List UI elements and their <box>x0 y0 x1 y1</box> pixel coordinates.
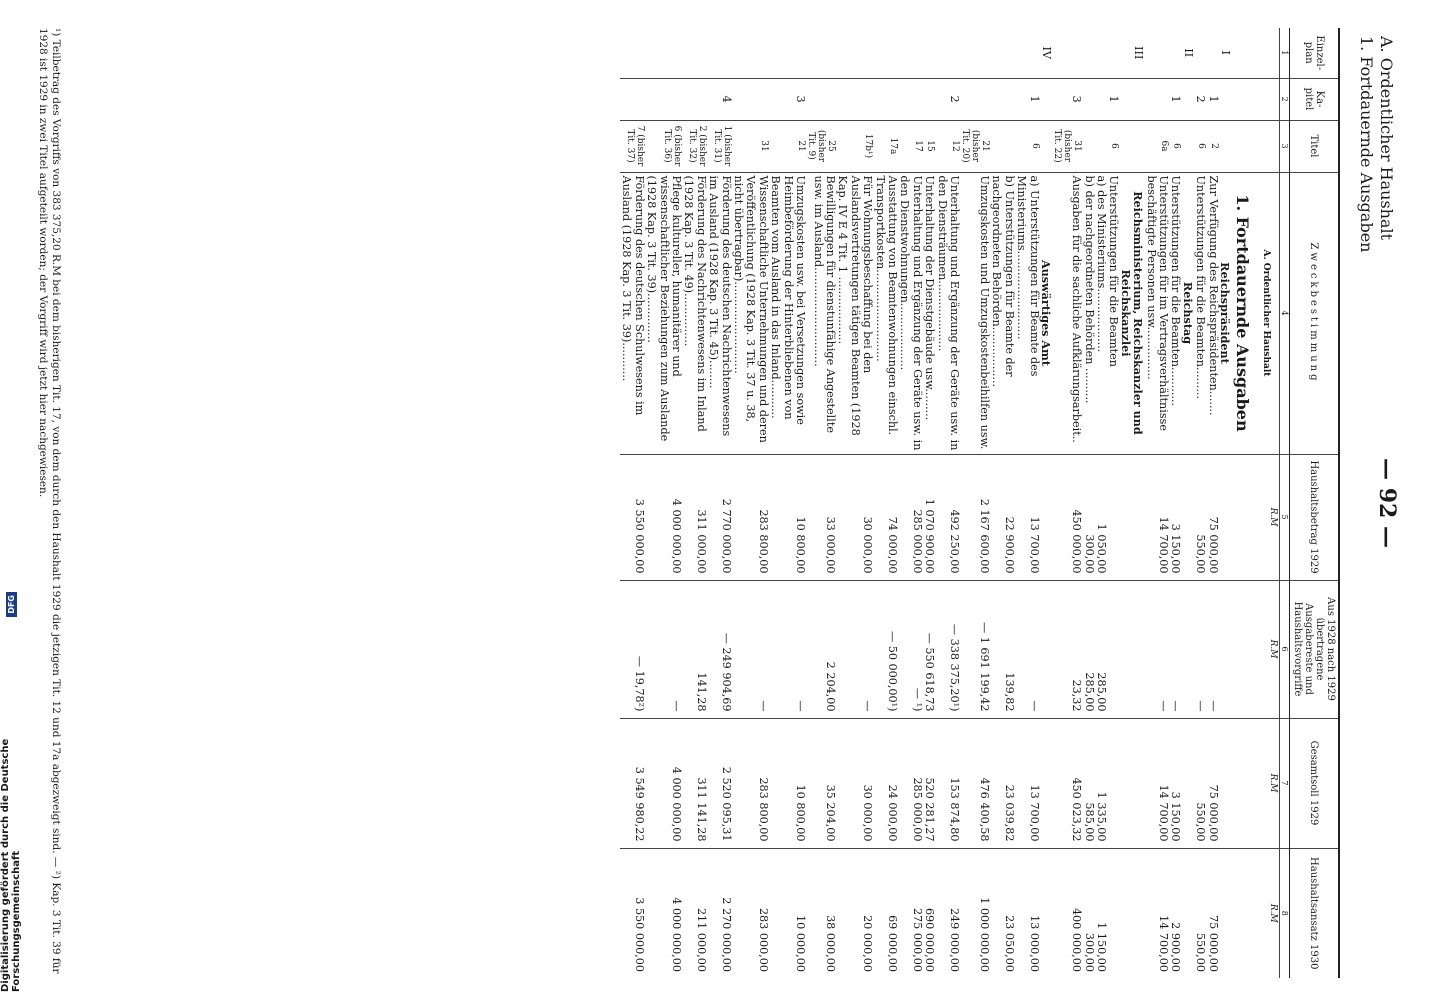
cell-soll: 10 800,00 <box>769 718 806 848</box>
cell-titel: 6 <box>1194 120 1206 172</box>
cell-soll: 285 000,00 <box>898 718 923 848</box>
cell-text: Ausstattung von Beamtenwohnungen einschl. Transportkosten.......................... <box>873 172 898 454</box>
digitization-note <box>0 592 22 1000</box>
cell-text: Wissenschaftliche Unternehmungen und deren Veröffentlichung (1928 Kap. 3 Tit. 37 u. 38, nicht übertragbar).......................... <box>732 172 769 454</box>
section-heading: Reichsministerium, Reichskanzler und Reichskanzlei <box>1119 172 1144 454</box>
cell-soll: 450 023,32 <box>1052 718 1082 848</box>
table-row <box>1082 28 1094 978</box>
cell-empty <box>1052 28 1082 78</box>
cell-titel: 15 <box>923 120 935 172</box>
cell-a1930 <box>1107 848 1119 978</box>
table-row <box>1194 28 1206 978</box>
table-title: A. Ordentlicher Haushalt <box>1253 172 1280 454</box>
section-heading: Auswärtiges Amt <box>1040 172 1052 454</box>
cell-kapitel <box>990 78 1015 120</box>
cell-a1930: 10 000,00 <box>769 848 806 978</box>
cell-ueb: — 550 618,73 <box>923 580 935 718</box>
cell-titel: 31 (bisher Tit. 22) <box>1052 120 1082 172</box>
section-heading-row <box>1219 28 1231 978</box>
cell-kapitel: 1 <box>1107 78 1119 120</box>
cell-empty <box>707 28 732 78</box>
cell-a1930: 300,00 <box>1082 848 1094 978</box>
cell-a1930: 690 000,00 <box>923 848 935 978</box>
cell-empty <box>960 28 990 78</box>
running-head-2: 1. Fortdauernde Ausgaben <box>1357 36 1376 253</box>
cell-text: Förderung des Nachrichtenwesens im Inland (1928 Kap. 3 Tit. 49)............... <box>682 172 707 454</box>
col-titel: Titel <box>1290 120 1340 172</box>
cell-soll <box>1107 718 1119 848</box>
cell-empty <box>1082 28 1094 78</box>
cell-a1930: 2 270 000,00 <box>707 848 732 978</box>
cell-b1929: 22 900,00 <box>990 454 1015 580</box>
cell-kapitel <box>1082 78 1094 120</box>
cell-kapitel <box>620 78 645 120</box>
cell-a1930: 550,00 <box>1194 848 1206 978</box>
cell-ueb: — <box>836 580 873 718</box>
einzelplan-number: IV <box>1040 46 1054 59</box>
colnum: 2 <box>1280 78 1290 120</box>
cell-b1929: 1 050,00 <box>1095 454 1107 580</box>
cell-titel: 17a <box>873 120 898 172</box>
cell-b1929: 33 000,00 <box>806 454 836 580</box>
table-row <box>873 28 898 978</box>
cell-ueb: 2 204,00 <box>806 580 836 718</box>
cell-empty <box>1169 28 1181 78</box>
cell-titel: 6 <box>1169 120 1181 172</box>
cell-a1930: 211 000,00 <box>682 848 707 978</box>
cell-kapitel: 3 <box>769 78 806 120</box>
cell-a1930: 23 050,00 <box>990 848 1015 978</box>
cell-b1929: 550,00 <box>1194 454 1206 580</box>
cell-kapitel: 2 <box>1194 78 1206 120</box>
rotated-page <box>20 28 1400 978</box>
header-row <box>1290 28 1340 978</box>
cell-kapitel: 1 <box>1206 78 1218 120</box>
cell-text: Unterhaltung und Ergänzung der Geräte usw. in den Dienstwohnungen................... <box>898 172 923 454</box>
cell-titel: 6a <box>1144 120 1169 172</box>
cell-titel: 6 <box>1107 120 1119 172</box>
cell-kapitel <box>898 78 923 120</box>
cell-titel: 2 <box>1206 120 1218 172</box>
table-row <box>960 28 990 978</box>
cell-kapitel: 1 <box>1169 78 1181 120</box>
colnum: 6 <box>1280 580 1290 718</box>
cell-a1930: 1 150,00 <box>1095 848 1107 978</box>
cell-ueb: — <box>645 580 682 718</box>
table-row <box>769 28 806 978</box>
table-row <box>923 28 935 978</box>
cell-text: Förderung des deutschen Schulwesens im Ausland (1928 Kap. 3 Tit. 39)........... <box>620 172 645 454</box>
cell-ueb: — 19,78²) <box>620 580 645 718</box>
budget-table <box>620 28 1340 978</box>
cell-kapitel <box>960 78 990 120</box>
cell-text: Zur Verfügung des Reichspräsidenten....... <box>1206 172 1218 454</box>
cell-b1929: 285 000,00 <box>898 454 923 580</box>
cell-kapitel <box>873 78 898 120</box>
cell-empty <box>1107 28 1119 78</box>
cell-ueb: — <box>1194 580 1206 718</box>
cell-ueb: — <box>1169 580 1181 718</box>
cell-soll: 75 000,00 <box>1206 718 1218 848</box>
cell-b1929: 311 000,00 <box>682 454 707 580</box>
cell-text: Bewilligungen für dienstunfähige Angestellte usw. im Ausland............................ <box>806 172 836 454</box>
cell-empty <box>873 28 898 78</box>
cell-text: Unterstützungen für im Vertragsverhältnisse beschäftigte Personen usw............... <box>1144 172 1169 454</box>
cell-soll: 14 700,00 <box>1144 718 1169 848</box>
cell-empty <box>935 28 960 78</box>
col-zweck: Zweckbestimmung <box>1290 172 1340 454</box>
cell-soll: 35 204,00 <box>806 718 836 848</box>
cell-text: Ausgaben für die sachliche Aufklärungsarbeit.. <box>1052 172 1082 454</box>
cell-b1929: 3 150,00 <box>1169 454 1181 580</box>
section-heading-row <box>1119 28 1144 978</box>
cell-empty <box>836 28 873 78</box>
colnum: 1 <box>1280 28 1290 78</box>
cell-titel: 21 (bisher Tit. 20) <box>960 120 990 172</box>
cell-kapitel: 3 <box>1052 78 1082 120</box>
cell-empty <box>769 28 806 78</box>
cell-text: Unterhaltung der Dienstgebäude usw......... <box>923 172 935 454</box>
cell-text: Unterstützungen für die Beamten......... <box>1194 172 1206 454</box>
table-row <box>1206 28 1218 978</box>
cell-text: Umzugskosten und Umzugskostenbeihilfen usw. <box>960 172 990 454</box>
cell-text: b) der nachgeordneten Behörden .......... <box>1082 172 1094 454</box>
cell-soll: 24 000,00 <box>873 718 898 848</box>
cell-titel: 6 (bisher Tit. 36) <box>645 120 682 172</box>
cell-kapitel: 2 <box>935 78 960 120</box>
table-row <box>620 28 645 978</box>
cell-titel <box>990 120 1015 172</box>
page-number: — 92 — <box>1374 458 1400 548</box>
cell-ueb: 139,82 <box>990 580 1015 718</box>
cell-empty <box>620 28 645 78</box>
cell-kapitel: 1 <box>1015 78 1040 120</box>
table-row <box>836 28 873 978</box>
cell-soll: 30 000,00 <box>836 718 873 848</box>
cell-kapitel <box>806 78 836 120</box>
cell-a1930: 400 000,00 <box>1052 848 1082 978</box>
dfg-logo: DFG <box>6 592 17 617</box>
section-heading-row <box>1181 28 1193 978</box>
cell-text: a) Unterstützungen für Beamte des Ministeriums......................... <box>1015 172 1040 454</box>
table-row <box>1107 28 1119 978</box>
cell-a1930: 38 000,00 <box>806 848 836 978</box>
cell-b1929: 300,00 <box>1082 454 1094 580</box>
running-head-1: A. Ordentlicher Haushalt <box>1377 36 1396 241</box>
cell-soll: 283 800,00 <box>732 718 769 848</box>
cell-text: Pflege kultureller, humanitärer und wissenschaftlicher Beziehungen zum Auslande (1928 Kap. 3 Tit. 39).............. <box>645 172 682 454</box>
cell-kapitel <box>836 78 873 120</box>
cell-b1929 <box>1107 454 1119 580</box>
cell-soll: 311 141,28 <box>682 718 707 848</box>
cell-ueb: — ¹) <box>898 580 923 718</box>
cell-kapitel <box>923 78 935 120</box>
unit-label: R.M <box>1253 454 1280 580</box>
cell-kapitel <box>682 78 707 120</box>
cell-text: b) Unterstützungen für Beamte der nachgeordneten Behörden................. <box>990 172 1015 454</box>
cell-soll: 550,00 <box>1194 718 1206 848</box>
colnum: 4 <box>1280 172 1290 454</box>
cell-soll: 23 039,82 <box>990 718 1015 848</box>
cell-b1929: 1 070 900,00 <box>923 454 935 580</box>
cell-titel: 1 (bisher Tit. 31) <box>707 120 732 172</box>
table-row <box>1095 28 1107 978</box>
cell-a1930: 249 000,00 <box>935 848 960 978</box>
col-ansatz1930: Haushaltsansatz 1930 <box>1290 848 1340 978</box>
unit-row <box>1253 28 1280 978</box>
cell-soll: 3 549 980,22 <box>620 718 645 848</box>
cell-soll: 3 150,00 <box>1169 718 1181 848</box>
cell-a1930: 69 000,00 <box>873 848 898 978</box>
cell-ueb: 285,00 <box>1095 580 1107 718</box>
cell-b1929: 10 800,00 <box>769 454 806 580</box>
cell-soll: 520 281,27 <box>923 718 935 848</box>
cell-titel: 17 <box>898 120 923 172</box>
cell-b1929: 492 250,00 <box>935 454 960 580</box>
cell-text: Förderung des deutschen Nachrichtenwesens im Ausland (1928 Kap. 3 Tit. 45)........ <box>707 172 732 454</box>
cell-ueb: — 338 375,20¹) <box>935 580 960 718</box>
col-kapitel: Ka-pitel <box>1290 78 1340 120</box>
einzelplan-number: I <box>1219 50 1232 55</box>
cell-b1929: 30 000,00 <box>836 454 873 580</box>
table-row <box>1144 28 1169 978</box>
cell-b1929: 14 700,00 <box>1144 454 1169 580</box>
colnum: 3 <box>1280 120 1290 172</box>
cell-ueb: — <box>1206 580 1218 718</box>
col-betrag1929: Haushaltsbetrag 1929 <box>1290 454 1340 580</box>
einzelplan-number: II <box>1181 48 1195 58</box>
cell-b1929: 4 000 000,00 <box>645 454 682 580</box>
colnum: 8 <box>1280 848 1290 978</box>
cell-ueb: — <box>1015 580 1040 718</box>
table-subtitle: 1. Fortdauernde Ausgaben <box>1231 172 1253 454</box>
digitization-text: Digitalisierung gefördert durch die Deutsche Forschungsgemeinschaft <box>0 738 22 992</box>
unit-label: R.M <box>1253 718 1280 848</box>
table-row <box>990 28 1015 978</box>
cell-soll: 153 874,80 <box>935 718 960 848</box>
cell-titel: 12 <box>935 120 960 172</box>
cell-b1929: 450 000,00 <box>1052 454 1082 580</box>
cell-soll: 476 400,58 <box>960 718 990 848</box>
cell-text: Unterhaltung und Ergänzung der Geräte usw. in den Diensträumen.................... <box>935 172 960 454</box>
table-row <box>707 28 732 978</box>
cell-text: Unterstützungen für die Beamten........... <box>1169 172 1181 454</box>
cell-a1930: 14 700,00 <box>1144 848 1169 978</box>
cell-kapitel <box>1095 78 1107 120</box>
cell-ueb <box>1107 580 1119 718</box>
cell-ueb: — 50 000,00¹) <box>873 580 898 718</box>
cell-a1930: 275 000,00 <box>898 848 923 978</box>
cell-b1929: 2 167 600,00 <box>960 454 990 580</box>
table-row <box>898 28 923 978</box>
cell-text: Unterstützungen für die Beamten <box>1107 172 1119 454</box>
cell-soll: 585,00 <box>1082 718 1094 848</box>
cell-empty <box>1144 28 1169 78</box>
unit-label: R.M <box>1253 848 1280 978</box>
table-row <box>1169 28 1181 978</box>
cell-titel: 7 (bisher Tit. 37) <box>620 120 645 172</box>
cell-text: a) des Ministeriums.................. <box>1095 172 1107 454</box>
cell-b1929: 13 700,00 <box>1015 454 1040 580</box>
cell-ueb: — <box>1144 580 1169 718</box>
cell-a1930: 1 000 000,00 <box>960 848 990 978</box>
table-row <box>682 28 707 978</box>
cell-a1930: 13 000,00 <box>1015 848 1040 978</box>
cell-b1929: 2 770 000,00 <box>707 454 732 580</box>
cell-b1929: 74 000,00 <box>873 454 898 580</box>
cell-empty <box>645 28 682 78</box>
colnum: 7 <box>1280 718 1290 848</box>
cell-ueb: 285,00 <box>1082 580 1094 718</box>
cell-empty <box>732 28 769 78</box>
cell-titel: 17b¹) <box>836 120 873 172</box>
cell-text: Für Wohnungsbeschaffung bei den Auslandsvertretungen tätigen Beamten (1928 Kap. IV E 4 Tit. 1 ................... <box>836 172 873 454</box>
cell-ueb: — 1 691 199,42 <box>960 580 990 718</box>
cell-titel: 2 (bisher Tit. 32) <box>682 120 707 172</box>
footnote: ¹) Teilbetrag des Vorgriffs von 383 375,20 R.M bei dem bisherigen Tit. 17, von dem durch den Haushalt 1929 die jetzigen Tit. 12 und 17a abgezweigt sind. — ²) Kap. 3 Tit. 39 für 1928 ist 1929 in zwei Titel aufgeteilt worden; der Vorgriff wird jetzt hier nachgewiesen. <box>37 28 62 974</box>
table-row <box>1015 28 1040 978</box>
cell-kapitel: 4 <box>707 78 732 120</box>
cell-kapitel <box>645 78 682 120</box>
cell-soll: 1 335,00 <box>1095 718 1107 848</box>
cell-ueb: 141,28 <box>682 580 707 718</box>
cell-empty <box>898 28 923 78</box>
cell-text: Umzugskosten usw. bei Versetzungen sowie Heimbeförderung der Hinterbliebenen von Beamten vom Ausland in das Inland........... <box>769 172 806 454</box>
cell-ueb: — 249 904,69 <box>707 580 732 718</box>
cell-a1930: 283 000,00 <box>732 848 769 978</box>
cell-b1929: 75 000,00 <box>1206 454 1218 580</box>
section-heading-row <box>1040 28 1052 978</box>
column-number-row <box>1280 28 1290 978</box>
section-heading: Reichspräsident <box>1219 172 1231 454</box>
cell-empty <box>682 28 707 78</box>
colnum: 5 <box>1280 454 1290 580</box>
cell-kapitel <box>732 78 769 120</box>
cell-empty <box>806 28 836 78</box>
cell-titel: 21 <box>769 120 806 172</box>
cell-empty <box>990 28 1015 78</box>
cell-b1929: 3 550 000,00 <box>620 454 645 580</box>
cell-soll: 13 700,00 <box>1015 718 1040 848</box>
cell-a1930: 2 900,00 <box>1169 848 1181 978</box>
table-row <box>732 28 769 978</box>
cell-kapitel <box>1144 78 1169 120</box>
col-uebertragen: Aus 1928 nach 1929 übertragene Ausgabereste und Haushaltsvorgriffe <box>1290 580 1340 718</box>
cell-a1930: 75 000,00 <box>1206 848 1218 978</box>
cell-ueb: 23,32 <box>1052 580 1082 718</box>
cell-a1930: 20 000,00 <box>836 848 873 978</box>
col-soll1929: Gesamtsoll 1929 <box>1290 718 1340 848</box>
cell-empty <box>1095 28 1107 78</box>
cell-a1930: 4 000 000,00 <box>645 848 682 978</box>
cell-soll: 2 520 095,31 <box>707 718 732 848</box>
einzelplan-number: III <box>1132 46 1146 60</box>
cell-b1929: 283 800,00 <box>732 454 769 580</box>
cell-empty <box>1194 28 1206 78</box>
cell-titel <box>1095 120 1107 172</box>
col-einzelplan: Einzel-plan <box>1290 28 1340 78</box>
cell-ueb: — <box>769 580 806 718</box>
cell-titel <box>1082 120 1094 172</box>
cell-empty <box>1206 28 1218 78</box>
cell-titel: 25 (bisher Tit. 9) <box>806 120 836 172</box>
cell-empty <box>923 28 935 78</box>
cell-titel: 6 <box>1015 120 1040 172</box>
table-row <box>1052 28 1082 978</box>
cell-a1930: 3 550 000,00 <box>620 848 645 978</box>
table-row <box>935 28 960 978</box>
cell-ueb: — <box>732 580 769 718</box>
subtitle-row <box>1231 28 1253 978</box>
cell-empty <box>1015 28 1040 78</box>
table-row <box>806 28 836 978</box>
table-row <box>645 28 682 978</box>
cell-titel: 31 <box>732 120 769 172</box>
cell-soll: 4 000 000,00 <box>645 718 682 848</box>
section-heading: Reichstag <box>1181 172 1193 454</box>
unit-label: R.M <box>1253 580 1280 718</box>
